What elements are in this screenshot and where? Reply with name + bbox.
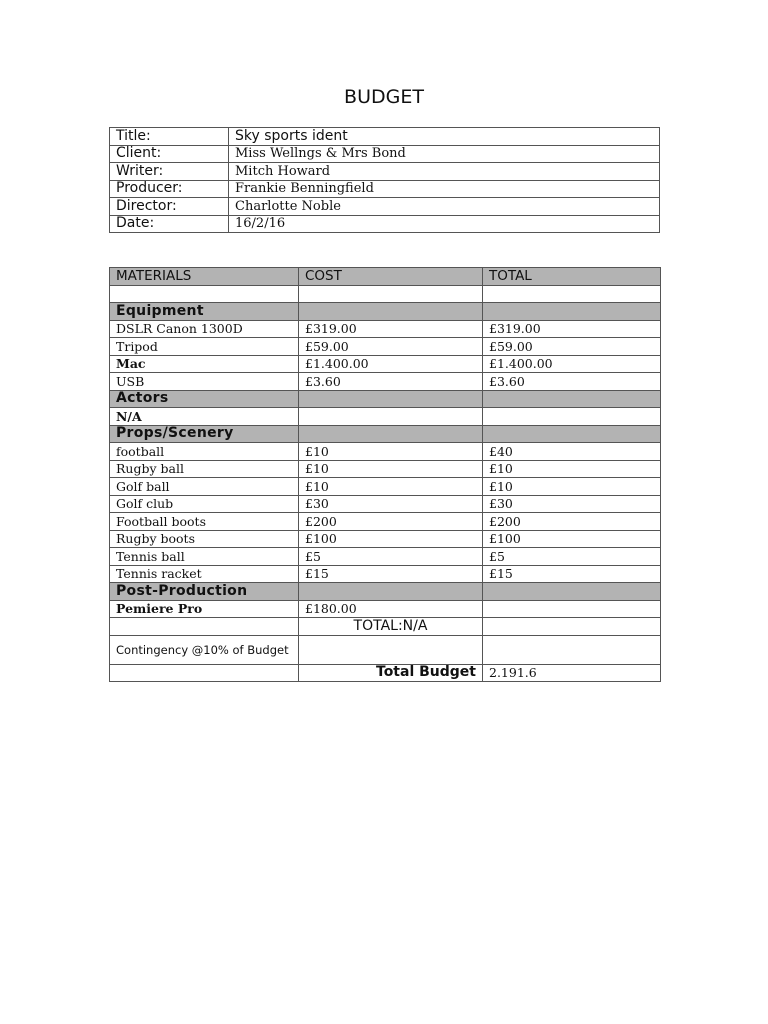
total-cell: £5	[483, 548, 661, 566]
material-cell: Actors	[110, 390, 299, 408]
total-cell: £100	[483, 530, 661, 548]
section-row	[110, 425, 661, 443]
cost-cell: £5	[299, 548, 483, 566]
material-cell: Rugby ball	[110, 460, 299, 478]
material-cell: Tripod	[110, 338, 299, 356]
total-cell: £3.60	[483, 373, 661, 391]
info-value: Frankie Benningfield	[229, 180, 660, 198]
info-value: 16/2/16	[229, 215, 660, 233]
info-value: Charlotte Noble	[229, 198, 660, 216]
cost-cell: £3.60	[299, 373, 483, 391]
cost-cell: £10	[299, 460, 483, 478]
cost-cell	[299, 635, 483, 664]
info-row	[110, 163, 660, 181]
total-cell: £15	[483, 565, 661, 583]
material-cell: Football boots	[110, 513, 299, 531]
info-row	[110, 145, 660, 163]
budget-row	[110, 285, 661, 303]
cost-cell: £10	[299, 478, 483, 496]
budget-row	[110, 460, 661, 478]
budget-row	[110, 530, 661, 548]
total-cell	[483, 408, 661, 426]
section-row	[110, 583, 661, 601]
cost-cell: Total Budget	[299, 664, 483, 682]
total-cell: £1.400.00	[483, 355, 661, 373]
budget-row	[110, 373, 661, 391]
material-cell: Rugby boots	[110, 530, 299, 548]
cost-cell	[299, 583, 483, 601]
info-label: Client:	[110, 145, 229, 163]
info-label: Title:	[110, 128, 229, 146]
budget-row	[110, 664, 661, 682]
total-cell: £40	[483, 443, 661, 461]
material-cell	[110, 285, 299, 303]
material-cell: Props/Scenery	[110, 425, 299, 443]
budget-row	[110, 355, 661, 373]
material-cell: Golf ball	[110, 478, 299, 496]
info-label: Producer:	[110, 180, 229, 198]
cost-cell: £100	[299, 530, 483, 548]
info-row	[110, 198, 660, 216]
total-cell: £319.00	[483, 320, 661, 338]
info-label: Writer:	[110, 163, 229, 181]
budget-row	[110, 548, 661, 566]
cost-cell	[299, 390, 483, 408]
total-cell: £30	[483, 495, 661, 513]
total-cell: £10	[483, 478, 661, 496]
material-cell: Tennis ball	[110, 548, 299, 566]
budget-row	[110, 635, 661, 664]
material-cell: Post-Production	[110, 583, 299, 601]
total-cell	[483, 618, 661, 636]
budget-row	[110, 338, 661, 356]
material-cell: Pemiere Pro	[110, 600, 299, 618]
cost-cell: £15	[299, 565, 483, 583]
budget-row	[110, 478, 661, 496]
total-cell	[483, 303, 661, 321]
material-cell	[110, 618, 299, 636]
budget-row	[110, 600, 661, 618]
info-label: Director:	[110, 198, 229, 216]
budget-row	[110, 495, 661, 513]
header-cost: COST	[299, 268, 483, 286]
page-title: BUDGET	[344, 86, 424, 108]
total-cell	[483, 390, 661, 408]
cost-cell	[299, 303, 483, 321]
cost-cell: £59.00	[299, 338, 483, 356]
cost-cell: £200	[299, 513, 483, 531]
header-materials: MATERIALS	[110, 268, 299, 286]
budget-row	[110, 408, 661, 426]
material-cell: DSLR Canon 1300D	[110, 320, 299, 338]
budget-row	[110, 443, 661, 461]
cost-cell: £10	[299, 443, 483, 461]
material-cell: Contingency @10% of Budget	[110, 635, 299, 664]
header-total: TOTAL	[483, 268, 661, 286]
material-cell	[110, 664, 299, 682]
total-cell: £200	[483, 513, 661, 531]
total-cell	[483, 600, 661, 618]
material-cell: football	[110, 443, 299, 461]
cost-cell	[299, 285, 483, 303]
info-row	[110, 215, 660, 233]
total-cell: 2.191.6	[483, 664, 661, 682]
material-cell: Mac	[110, 355, 299, 373]
cost-cell: £1.400.00	[299, 355, 483, 373]
total-cell	[483, 285, 661, 303]
total-cell	[483, 635, 661, 664]
cost-cell: £30	[299, 495, 483, 513]
info-row	[110, 128, 660, 146]
info-value: Miss Wellngs & Mrs Bond	[229, 145, 660, 163]
budget-row	[110, 513, 661, 531]
budget-table	[109, 267, 661, 682]
total-cell: £10	[483, 460, 661, 478]
info-value: Mitch Howard	[229, 163, 660, 181]
cost-cell	[299, 425, 483, 443]
material-cell: N/A	[110, 408, 299, 426]
budget-row	[110, 618, 661, 636]
cost-cell: £319.00	[299, 320, 483, 338]
section-row	[110, 390, 661, 408]
material-cell: Golf club	[110, 495, 299, 513]
total-cell	[483, 425, 661, 443]
budget-row	[110, 565, 661, 583]
total-cell: £59.00	[483, 338, 661, 356]
material-cell: Tennis racket	[110, 565, 299, 583]
section-row	[110, 303, 661, 321]
budget-row	[110, 320, 661, 338]
info-row	[110, 180, 660, 198]
cost-cell: TOTAL:N/A	[299, 618, 483, 636]
cost-cell	[299, 408, 483, 426]
budget-header-row	[110, 268, 661, 286]
project-info-table	[109, 127, 660, 233]
info-label: Date:	[110, 215, 229, 233]
cost-cell: £180.00	[299, 600, 483, 618]
material-cell: USB	[110, 373, 299, 391]
total-cell	[483, 583, 661, 601]
material-cell: Equipment	[110, 303, 299, 321]
info-value: Sky sports ident	[229, 128, 660, 146]
